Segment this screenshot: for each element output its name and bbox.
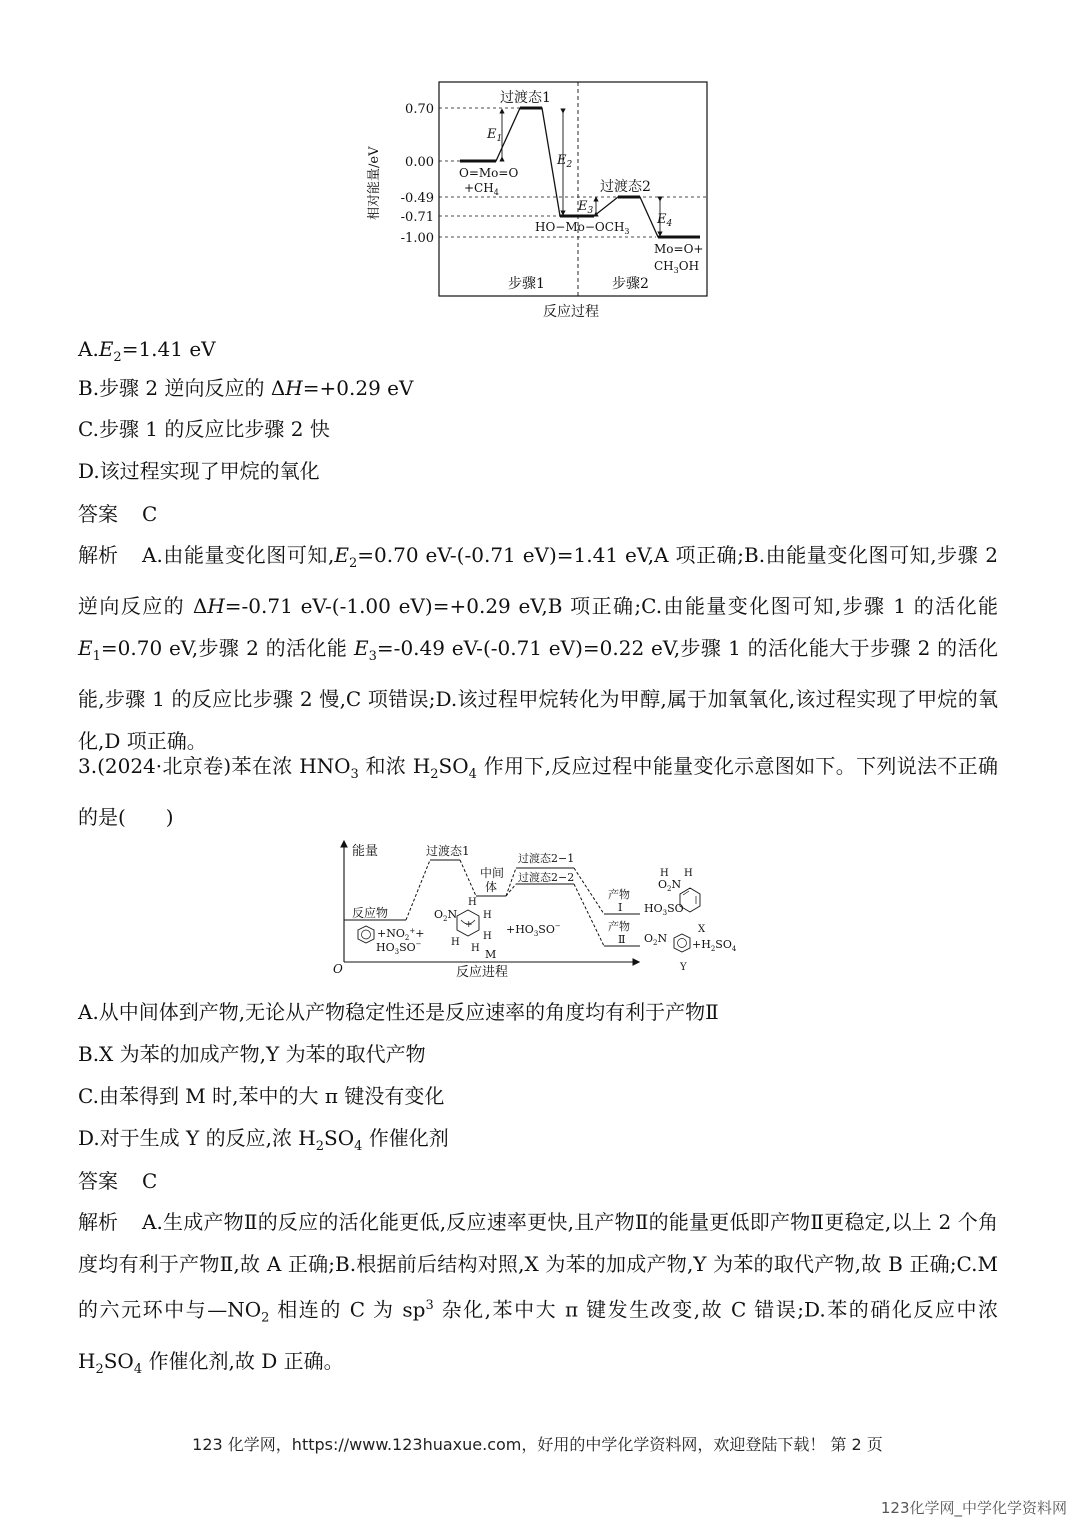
energy-diagram-2: [328, 838, 748, 988]
label-product1: 产物: [608, 888, 630, 901]
label-plus-charge: +: [465, 920, 473, 930]
q3-analysis: 解析 A.生成产物Ⅱ的反应的活化能更低,反应速率更快,且产物Ⅱ的能量更低即产物Ⅱ更稳定,以上 2 个角度均有利于产物Ⅱ,故 A 正确;B.根据前后结构对照,X 为苯的加成产物,Y 为苯的取代产物,故 B 正确;C.M 的六元环中与$—NO_2$ 相连的 C 为 $sp^3$ 杂化,苯中大 π 键发生改变,故 C 错误;D.苯的硝化反应中浓 $H_2SO_4$ 作催化剂,故 D 正确。: [78, 1210, 998, 1377]
ytick--1.00: -1.00: [400, 231, 434, 246]
label-ts1: 过渡态1: [426, 844, 470, 858]
label-product2: 产物: [608, 920, 630, 933]
watermark: 123化学网_中学化学资料网: [880, 1499, 1067, 1517]
energy-diagram-1: [360, 78, 720, 324]
label-reactant: 反应物: [352, 906, 389, 920]
label-intermediate-2: 体: [485, 880, 498, 894]
x-axis-label: 反应进程: [456, 965, 509, 980]
label-h-2: H: [483, 910, 492, 921]
label-product-1: Mo=O+: [654, 242, 704, 256]
label-ho3so-minus: $HO_3SO^-$: [376, 940, 422, 956]
label-intermediate-1: 中间: [480, 866, 505, 880]
label-h-1: H: [468, 897, 477, 908]
label-product2-num: Ⅱ: [618, 933, 626, 946]
q2-answer: 答案 C: [78, 502, 158, 526]
label-product-2: $CH_3OH$: [654, 259, 700, 275]
ytick-0.00: 0.00: [405, 155, 434, 170]
q2-option-b: B.步骤 2 逆向反应的 ΔH=+0.29 eV: [78, 376, 414, 400]
label-product1-num: Ⅰ: [618, 901, 623, 914]
q3-option-a: A.从中间体到产物,无论从产物稳定性还是反应速率的角度均有利于产物Ⅱ: [78, 1000, 719, 1024]
label-e3: $E_3$: [578, 199, 594, 216]
ytick--0.71: -0.71: [400, 210, 434, 225]
label-step1: 步骤1: [508, 276, 545, 292]
y-axis-label: 能量: [352, 844, 379, 859]
ytick--0.49: -0.49: [400, 191, 434, 206]
x-axis-label: 反应过程: [543, 304, 599, 320]
label-ts1: 过渡态1: [500, 90, 551, 106]
label-h-x1: H: [660, 868, 669, 879]
benzene-icon: [358, 926, 374, 943]
label-h-5: H: [471, 943, 480, 954]
label-reactant-2: $+CH_4$: [464, 181, 499, 197]
label-ho3so-x: $HO_3SO$: [644, 902, 684, 917]
y-axis-label: 相对能量/eV: [367, 146, 382, 220]
nitrobenzene-icon: [674, 934, 690, 952]
label-h-3: H: [483, 931, 492, 942]
origin-label: O: [333, 962, 343, 976]
q3-option-c: C.由苯得到 M 时,苯中的大 π 键没有变化: [78, 1084, 445, 1108]
label-no2-plus: $+NO_2^++$: [377, 927, 425, 942]
label-m: M: [485, 948, 497, 961]
q2-option-d: D.该过程实现了甲烷的氧化: [78, 459, 320, 483]
label-y: Y: [680, 962, 687, 973]
q2-option-a: $A.E_2=1.41$ eV: [78, 337, 216, 365]
q2-analysis: 解析 A.由能量变化图可知$,E_2=0.70$ eV-(-0.71 eV)=1.41 eV,A 项正确;B.由能量变化图可知,步骤 2 逆向反应的 ΔH=-0.71 eV-(-1.00 eV)=+0.29 eV,B 项正确;C.由能量变化图可知,步骤 1 的活化能 $E_1=0.70$ eV,步骤 2 的活化能 $E_3=-0.49$ eV-(-0.71 eV)=0.22 eV,步骤 1 的活化能大于步骤 2 的活化能,步骤 1 的反应比步骤 2 慢,C 项错误;D.该过程甲烷转化为甲醇,属于加氧氧化,该过程实现了甲烷的氧化,D 项正确。: [78, 543, 998, 753]
energy-diagram-1-svg: [360, 78, 720, 324]
q3-stem: 3.(2024·北京卷)苯在浓 $HNO_3$ 和浓 $H_2SO_4$ 作用下,反应过程中能量变化示意图如下。下列说法不正确的是( ): [78, 754, 999, 829]
label-e2: $E_2$: [557, 153, 573, 170]
label-plus-h2so4: $+H_2SO_4$: [692, 938, 737, 953]
ytick-0.70: 0.70: [405, 102, 434, 117]
label-o2n-m: $O_2N$: [434, 908, 458, 923]
label-o2n-y: $O_2N$: [644, 932, 668, 947]
label-e1: $E_1$: [487, 127, 503, 144]
label-h-x2: H: [684, 868, 693, 879]
label-intermediate: $HO-Mo-OCH_3$: [535, 220, 630, 236]
label-h-4: H: [451, 937, 460, 948]
page-footer: 123 化学网，https://www.123huaxue.com，好用的中学化学资料网，欢迎登陆下载！ 第 2 页: [192, 1435, 883, 1454]
label-plus-hso3: $+HO_3SO^-$: [506, 922, 561, 938]
q3-option-d: D.对于生成 Y 的反应,浓 $H_2SO_4$ 作催化剂: [78, 1126, 449, 1154]
q3-option-b: B.X 为苯的加成产物,Y 为苯的取代产物: [78, 1042, 426, 1066]
label-step2: 步骤2: [612, 276, 649, 292]
q3-answer: 答案 C: [78, 1169, 158, 1193]
label-ts22: 过渡态2−2: [518, 871, 575, 884]
label-e4: $E_4$: [657, 212, 673, 229]
q2-option-c: C.步骤 1 的反应比步骤 2 快: [78, 417, 330, 441]
label-x: X: [698, 924, 706, 935]
label-o2n-x: $O_2N$: [658, 878, 682, 893]
label-reactant-1: O=Mo=O: [459, 166, 519, 180]
energy-diagram-2-svg: [328, 838, 748, 988]
label-ts21: 过渡态2−1: [518, 852, 575, 865]
label-ts2: 过渡态2: [600, 179, 651, 195]
